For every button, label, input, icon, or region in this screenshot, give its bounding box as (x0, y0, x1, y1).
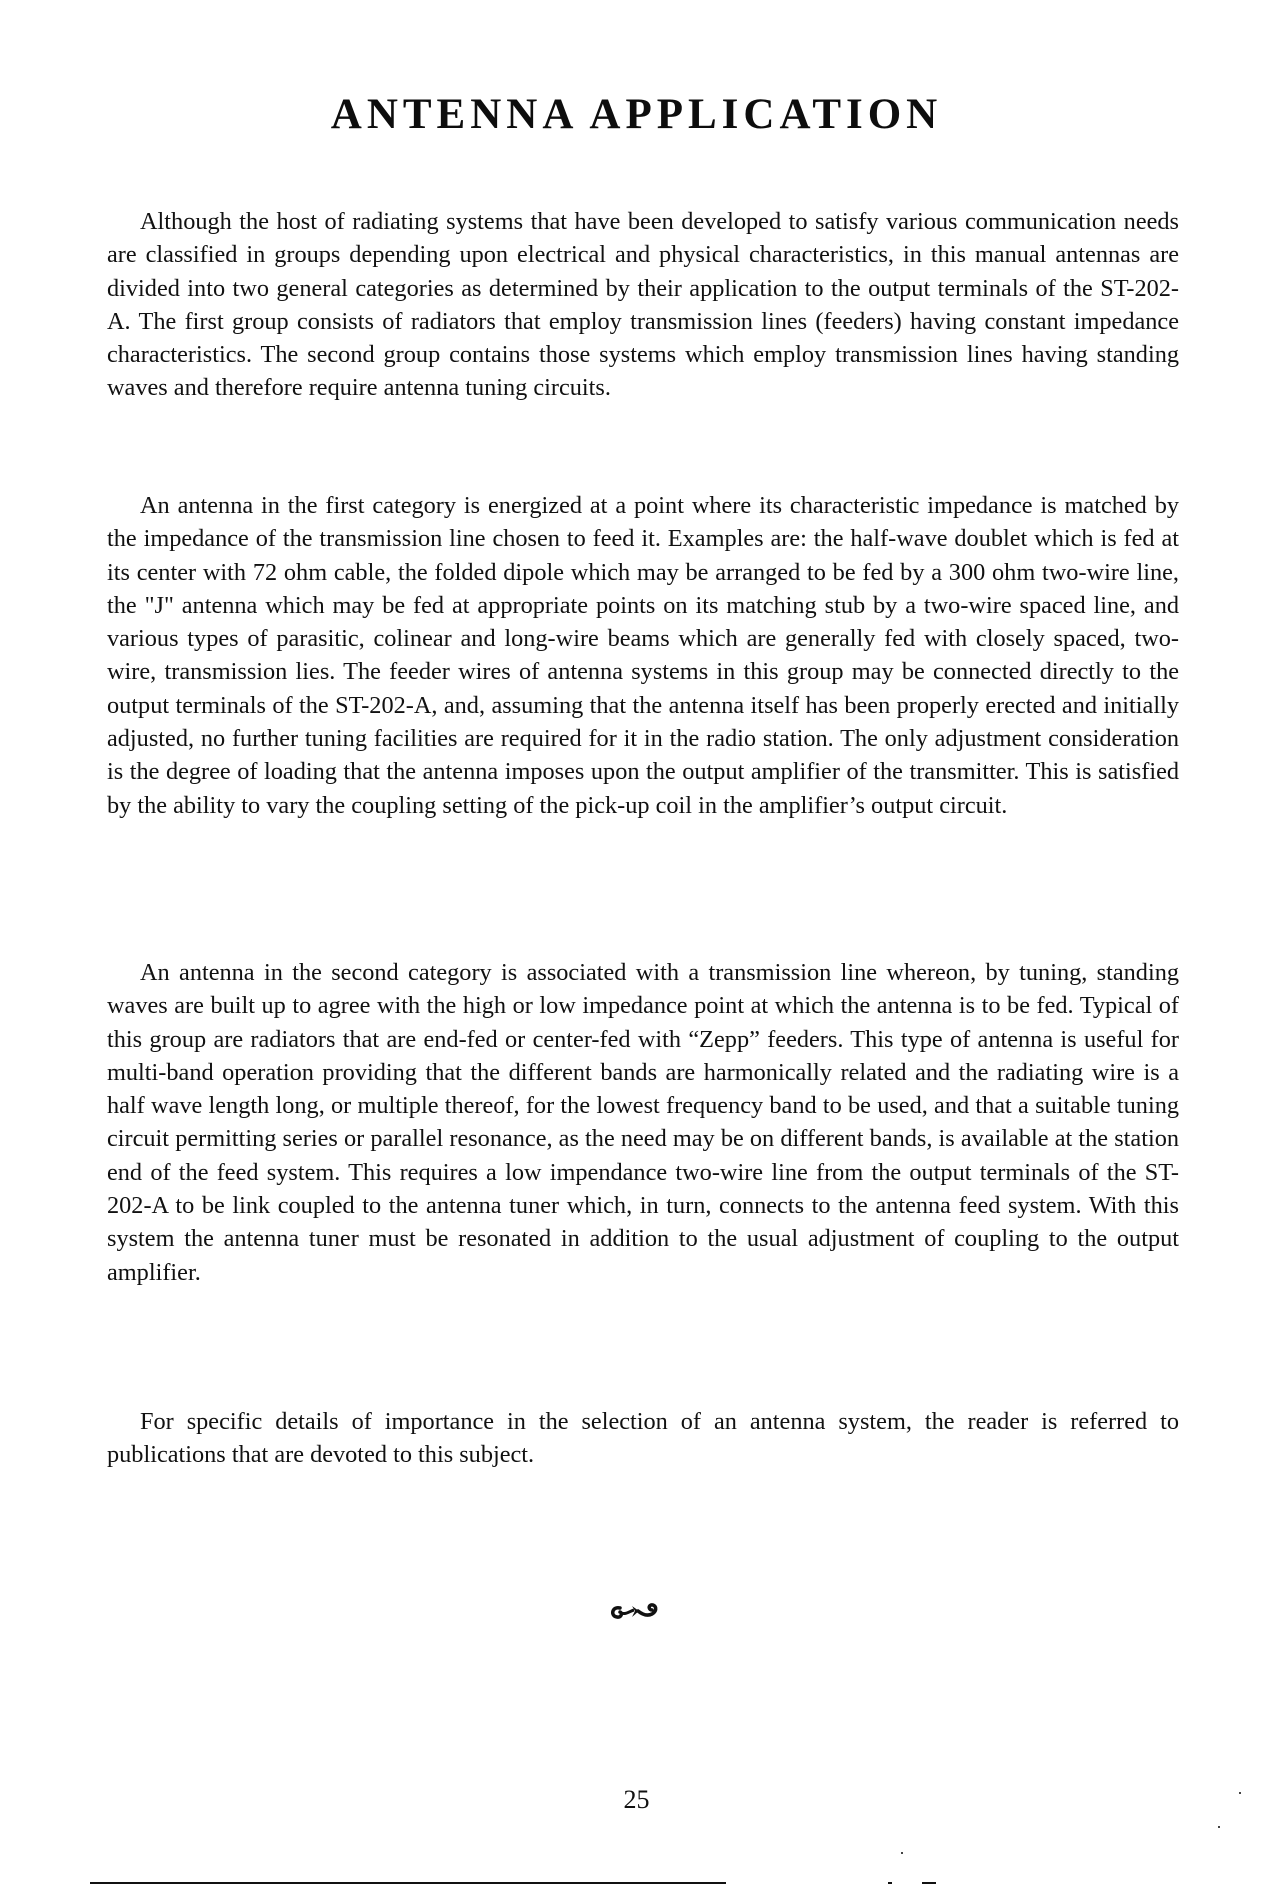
page-title: ANTENNA APPLICATION (330, 91, 943, 138)
scan-speck (1218, 1826, 1220, 1828)
paragraph-intro: Although the host of radiating systems that have been developed to satisfy various communication needs are classified in groups depending upon electrical and physical characteristics, in this manual antennas are divided into two general categories as determined by their application to the output terminals of the ST-202-A. The first group consists of radiators that employ transmission lines (feeders) having constant impedance characteristics. The second group contains those systems which employ transmission lines having standing waves and therefore require antenna tuning circuits. (107, 208, 1179, 402)
paragraph-second-category: An antenna in the second category is associated with a transmission line whereon, by tuning, standing waves are built up to agree with the high or low impedance point at which the antenna is to be fed. Typical of this group are radiators that are end-fed or center-fed with “Zepp” feeders. This type of antenna is useful for multi-band operation providing that the different bands are harmonically related and the radiating wire is a half wave length long, or multiple thereof, for the lowest frequency band to be used, and that a suitable tuning circuit permitting series or parallel resonance, as the need may be on different bands, is available at the station end of the feed system. This requires a low impendance two-wire line from the output terminals of the ST-202-A to be link coupled to the antenna tuner which, in turn, connects to the antenna feed system. With this system the antenna tuner must be resonated in addition to the usual adjustment of coupling to the output amplifier. (107, 959, 1179, 1286)
bottom-rule (90, 1882, 726, 1884)
bottom-rule-fragment (888, 1882, 892, 1884)
scan-speck (901, 1852, 903, 1854)
scroll-flourish-icon (608, 1600, 664, 1622)
page-number: 25 (623, 1785, 650, 1814)
paragraph-first-category: An antenna in the first category is energized at a point where its characteristic impedance is matched by the impedance of the transmission line chosen to feed it. Examples are: the half-wave doublet which is fed at its center with 72 ohm cable, the folded dipole which may be arranged to be fed by a 300 ohm two-wire line, the "J" antenna which may be fed at appropriate points on its matching stub by a two-wire spaced line, and various types of parasitic, colinear and long-wire beams which are generally fed with closely spaced, two-wire, transmission lies. The feeder wires of antenna systems in this group may be connected directly to the output terminals of the ST-202-A, and, assuming that the antenna itself has been properly erected and initially adjusted, no further tuning facilities are required for it in the radio station. The only adjustment consideration is the degree of loading that the antenna imposes upon the output amplifier of the transmitter. This is satisfied by the ability to vary the coupling setting of the pick-up coil in the amplifier’s output circuit. (107, 492, 1179, 819)
bottom-rule-fragment (922, 1882, 936, 1884)
paragraph-references: For specific details of importance in the selection of an antenna system, the reader is referred to publications that are devoted to this subject. (107, 1408, 1179, 1469)
scan-speck (1239, 1792, 1241, 1794)
